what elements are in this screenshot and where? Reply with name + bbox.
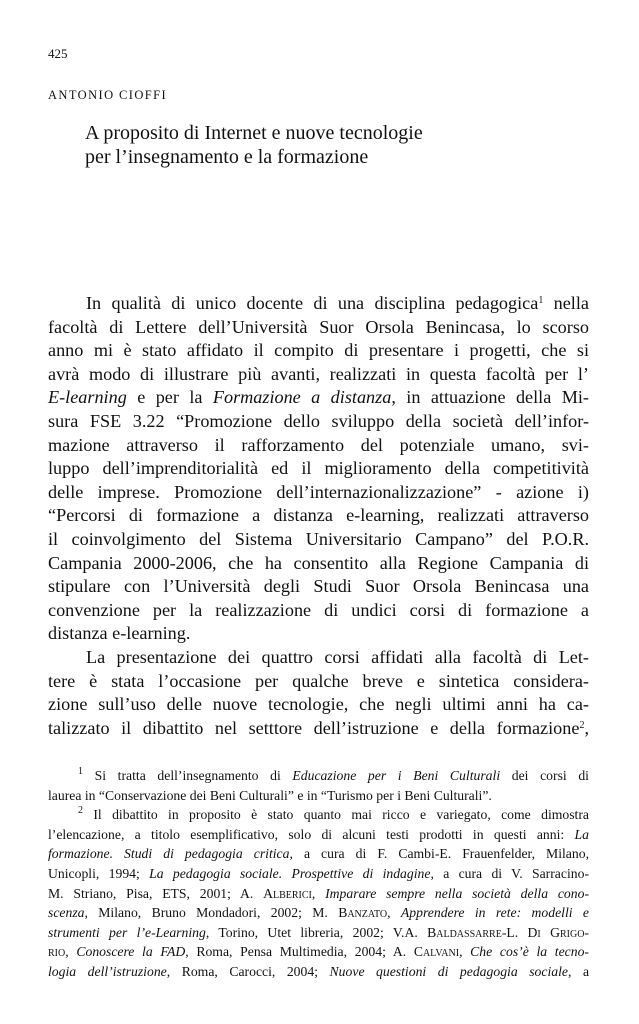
footnote-line: strumenti per l’e-Learning, Torino, Utet libreria, 2002; V.A. Baldassarre-L. Di Grigo- [48, 924, 589, 940]
footnote-line: logia dell’istruzione, Roma, Carocci, 2004; Nuove questioni di pedagogia sociale, a [48, 963, 590, 979]
body-line: sura FSE 3.22 “Promozione dello sviluppo della società dell’infor- [48, 410, 589, 431]
body-line: facoltà di Lettere dell’Università Suor Orsola Benincasa, lo scorso [48, 316, 589, 337]
footnote-line: rio, Conoscere la FAD, Roma, Pensa Multimedia, 2004; A. Calvani, Che cos’è la tecno- [48, 944, 589, 960]
footnote-line: formazione. Studi di pedagogia critica, a cura di F. Cambi-E. Frauenfelder, Milano, [48, 846, 589, 862]
footnote-line: l’elencazione, a titolo esemplificativo, solo di alcuni testi prodotti in questi anni: La [48, 826, 589, 842]
footnote-line: laurea in “Conservazione dei Beni Culturali” e in “Turismo per i Beni Culturali”. [48, 787, 492, 803]
body-line: zione sull’uso delle nuove tecnologie, che negli ultimi anni ha ca- [48, 694, 589, 715]
body-line: avrà modo di illustrare più avanti, realizzati in questa facoltà per l’ [48, 363, 589, 384]
footnote-line: M. Striano, Pisa, ETS, 2001; A. Alberici, Imparare sempre nella società della cono- [48, 885, 590, 901]
body-line: E-learning e per la Formazione a distanza, in attuazione della Mi- [48, 387, 589, 408]
footnote-ref-2[interactable]: 2 [579, 719, 585, 731]
body-line: talizzato il dibattito nel setttore dell’istruzione e della formazione$^2$, [48, 717, 589, 738]
title-line: A proposito di Internet e nuove tecnologie [85, 122, 423, 144]
body-line: mazione attraverso il rafforzamento del potenziale umano, svi- [48, 434, 589, 455]
footnote-line: Unicopli, 1994; La pedagogia sociale. Prospettive di indagine, a cura di V. Sarracino- [48, 865, 589, 881]
author-name: ANTONIO CIOFFI [48, 88, 168, 102]
body-line: Campania 2000-2006, che ha consentito alla Regione Campania di [48, 552, 589, 573]
article-title [85, 121, 423, 169]
body-line: In qualità di unico docente di una disciplina pedagogica$^1$ nella [86, 293, 589, 313]
body-line: tere è stata l’occasione per qualche breve e sintetica considera- [48, 670, 589, 691]
footnote-2: $^2$ Il dibattito in proposito è stato quanto mai ricco e variegato, come dimostra [78, 805, 589, 823]
footnote-ref-1[interactable]: 1 [538, 295, 544, 306]
body-line: “Percorsi di formazione a distanza e-learning, realizzati attraverso [48, 505, 589, 526]
body-text [48, 292, 589, 740]
body-line: stipulare con l’Università degli Studi Suor Orsola Benincasa una [48, 576, 589, 597]
body-line: convenzione per la realizzazione di undici corsi di formazione a [48, 599, 589, 620]
title-line: per l’insegnamento e la formazione [85, 146, 369, 168]
body-line: delle imprese. Promozione dell’internazionalizzazione” - azione i) [48, 481, 589, 502]
body-line: il coinvolgimento del Sistema Universitario Campano” del P.O.R. [48, 528, 589, 549]
body-line: La presentazione dei quattro corsi affidati alla facoltà di Let- [86, 646, 589, 667]
footnote-line: scenza, Milano, Bruno Mondadori, 2002; M. Banzato, Apprendere in rete: modelli e [48, 905, 589, 921]
body-line: anno mi è stato affidato il compito di presentare i progetti, che si [48, 340, 589, 361]
body-line: luppo dell’imprenditorialità ed il miglioramento della competitività [48, 458, 589, 479]
footnotes [48, 766, 589, 982]
footnote-1: $^1$ Si tratta dell’insegnamento di Educazione per i Beni Culturali dei corsi di [78, 766, 589, 783]
body-line: distanza e-learning. [48, 623, 191, 644]
page-number: 425 [48, 46, 68, 61]
